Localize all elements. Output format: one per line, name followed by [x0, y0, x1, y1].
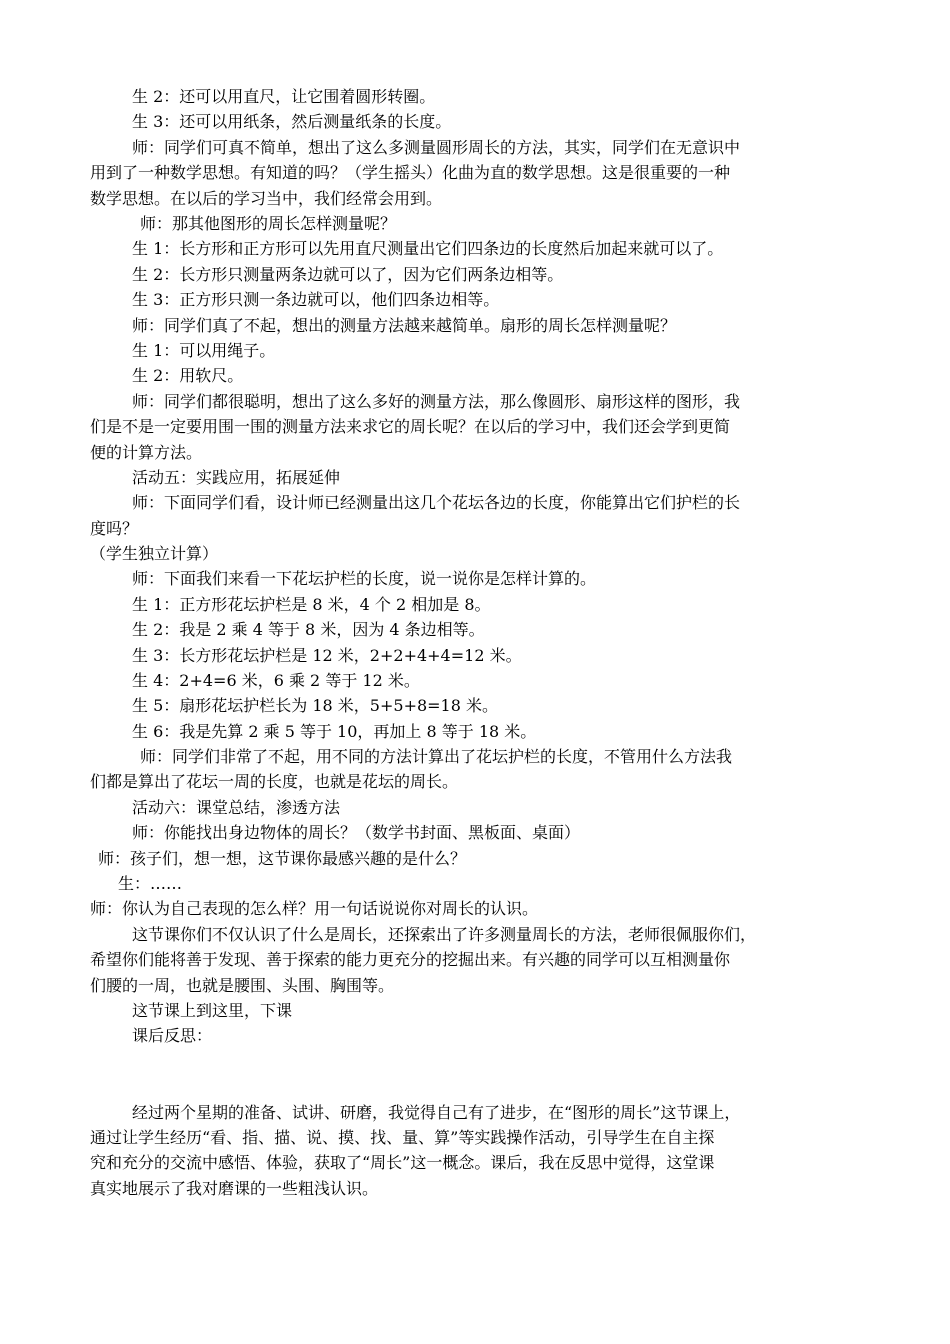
text-line-content: 生 3：正方形只测一条边就可以，他们四条边相等。	[132, 290, 500, 309]
text-line	[90, 541, 950, 566]
text-line-content: 生 5：扇形花坛护栏长为 18 米，5+5+8=18 米。	[132, 696, 499, 715]
text-line	[132, 1100, 950, 1125]
text-line-content: 师：同学们非常了不起，用不同的方法计算出了花坛护栏的长度，不管用什么方法我	[140, 747, 733, 766]
text-line	[140, 744, 950, 769]
text-line-content: 生 4：2+4=6 米，6 乘 2 等于 12 米。	[132, 671, 420, 690]
text-line-content: 师：下面我们来看一下花坛护栏的长度，说一说你是怎样计算的。	[132, 569, 597, 588]
text-line	[132, 465, 950, 490]
text-line	[90, 516, 950, 541]
text-line-content: 希望你们能将善于发现、善于探索的能力更充分的挖掘出来。有兴趣的同学可以互相测量你	[90, 950, 731, 969]
text-line-content: 生：……	[118, 874, 183, 893]
text-line-content: 生 2：长方形只测量两条边就可以了，因为它们两条边相等。	[132, 265, 564, 284]
text-line	[132, 693, 950, 718]
text-line-content: 师：下面同学们看，设计师已经测量出这几个花坛各边的长度，你能算出它们护栏的长	[132, 493, 741, 512]
text-line	[132, 236, 950, 261]
text-line	[132, 820, 950, 845]
text-line	[132, 287, 950, 312]
text-line-content: 活动五：实践应用，拓展延伸	[132, 468, 341, 487]
text-line-content: 们腰的一周，也就是腰围、头围、胸围等。	[90, 976, 395, 995]
text-line-content: 这节课你们不仅认识了什么是周长，还探索出了许多测量周长的方法，老师很佩服你们，	[132, 925, 757, 944]
text-line-content: 师：同学们真了不起，想出的测量方法越来越简单。扇形的周长怎样测量呢？	[132, 316, 677, 335]
text-line-content: 师：同学们可真不简单，想出了这么多测量圆形周长的方法，其实，同学们在无意识中	[132, 138, 741, 157]
text-line	[132, 135, 950, 160]
text-line	[132, 795, 950, 820]
text-line-content: 师：同学们都很聪明，想出了这么多好的测量方法，那么像圆形、扇形这样的图形，我	[132, 392, 741, 411]
text-line	[90, 973, 950, 998]
text-line-content: 这节课上到这里，下课	[132, 1001, 293, 1020]
text-line	[132, 668, 950, 693]
text-line-content: 们是不是一定要用围一围的测量方法来求它的周长呢？在以后的学习中，我们还会学到更简	[90, 417, 731, 436]
text-line	[90, 186, 950, 211]
text-line	[90, 440, 950, 465]
text-line-content: 们都是算出了花坛一周的长度，也就是花坛的周长。	[90, 772, 459, 791]
text-line-content: 课后反思：	[132, 1026, 213, 1045]
text-line-content: 生 1：长方形和正方形可以先用直尺测量出它们四条边的长度然后加起来就可以了。	[132, 239, 724, 258]
text-line-content: 师：你认为自己表现的怎么样？用一句话说说你对周长的认识。	[90, 899, 539, 918]
text-line-content: 便的计算方法。	[90, 443, 203, 462]
text-line	[132, 643, 950, 668]
text-line-content: （学生独立计算）	[90, 544, 219, 563]
text-line	[132, 998, 950, 1023]
text-line-content: 生 6：我是先算 2 乘 5 等于 10，再加上 8 等于 18 米。	[132, 722, 537, 741]
text-line	[132, 719, 950, 744]
text-line	[132, 313, 950, 338]
text-line	[90, 947, 950, 972]
text-line	[132, 617, 950, 642]
text-line	[132, 262, 950, 287]
text-line	[132, 338, 950, 363]
text-line-content: 数学思想。在以后的学习当中，我们经常会用到。	[90, 189, 443, 208]
text-line	[132, 363, 950, 388]
text-line-content: 活动六：课堂总结，渗透方法	[132, 798, 341, 817]
text-line	[132, 566, 950, 591]
text-line-content: 经过两个星期的准备、试讲、研磨，我觉得自己有了进步，在“图形的周长”这节课上，	[132, 1103, 741, 1122]
text-line	[90, 160, 950, 185]
text-line-content: 生 1：正方形花坛护栏是 8 米，4 个 2 相加是 8。	[132, 595, 491, 614]
text-line-content: 度吗？	[90, 519, 139, 538]
text-line-content: 生 3：还可以用纸条，然后测量纸条的长度。	[132, 112, 452, 131]
text-line-content: 生 3：长方形花坛护栏是 12 米，2+2+4+4=12 米。	[132, 646, 522, 665]
text-line	[90, 1176, 950, 1201]
text-line	[90, 1150, 950, 1175]
text-line	[90, 1125, 950, 1150]
text-line-content: 生 2：还可以用直尺，让它围着圆形转圈。	[132, 87, 436, 106]
text-line-content: 生 2：用软尺。	[132, 366, 244, 385]
text-line	[132, 490, 950, 515]
text-line-content: 真实地展示了我对磨课的一些粗浅认识。	[90, 1179, 379, 1198]
text-line	[90, 414, 950, 439]
text-line-content: 生 1：可以用绳子。	[132, 341, 276, 360]
text-line-content: 师：那其他图形的周长怎样测量呢？	[140, 214, 397, 233]
text-line	[132, 109, 950, 134]
text-line-content: 用到了一种数学思想。有知道的吗？（学生摇头）化曲为直的数学思想。这是很重要的一种	[90, 163, 731, 182]
text-line	[118, 871, 950, 896]
text-line	[132, 1023, 950, 1048]
text-line	[90, 769, 950, 794]
text-line	[132, 84, 950, 109]
text-line-content: 师：你能找出身边物体的周长？（数学书封面、黑板面、桌面）	[132, 823, 581, 842]
text-line-content: 通过让学生经历“看、指、描、说、摸、找、量、算”等实践操作活动，引导学生在自主探	[90, 1128, 715, 1147]
text-line-content: 师：孩子们，想一想，这节课你最感兴趣的是什么？	[98, 849, 467, 868]
text-line	[132, 389, 950, 414]
text-line	[140, 211, 950, 236]
text-line	[90, 896, 950, 921]
text-line-content: 生 2：我是 2 乘 4 等于 8 米，因为 4 条边相等。	[132, 620, 485, 639]
text-line	[98, 846, 950, 871]
text-line-content: 究和充分的交流中感悟、体验，获取了“周长”这一概念。课后，我在反思中觉得，这堂课	[90, 1153, 715, 1172]
text-line	[132, 592, 950, 617]
text-line	[132, 922, 950, 947]
